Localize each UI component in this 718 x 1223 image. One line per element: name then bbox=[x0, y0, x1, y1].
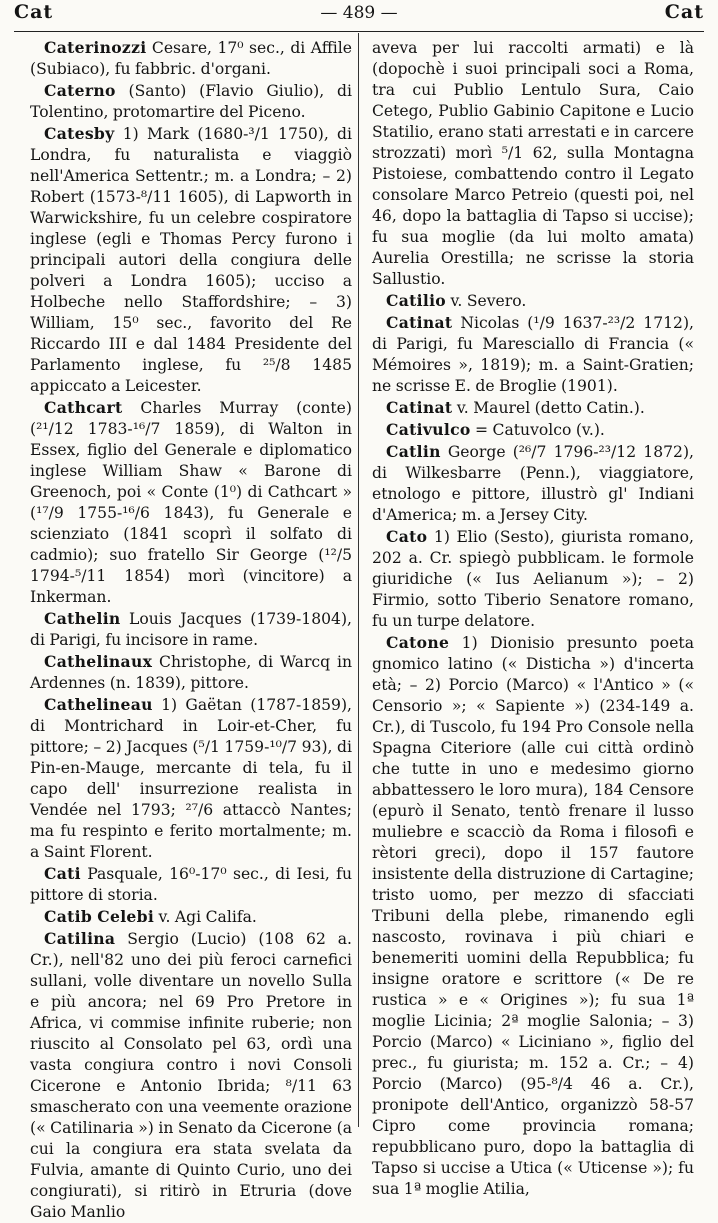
entry-text: v. Agi Califa. bbox=[154, 908, 257, 926]
entry-text: Charles Murray (conte) (²¹/12 1783-¹⁶/7 1859), di Walton in Essex, figlio del Generale e diplomatico inglese William Shaw « Barone di Greenoch, poi « Conte (1⁰) di Cathcart » (¹⁷/9 1755-¹⁶/6 1843), fu Generale e scienziato (1841 scoprì il solfato di cadmio); suo fratello Sir George (¹²/5 1794-⁵/11 1854) morì (vincitore) a Inkerman. bbox=[30, 399, 352, 606]
entry bbox=[372, 312, 694, 397]
entry-headword: Catone bbox=[386, 633, 450, 652]
entry-headword: Catlin bbox=[386, 442, 441, 461]
entry bbox=[30, 694, 352, 863]
entry-text: Louis Jacques (1739-1804), di Parigi, fu incisore in rame. bbox=[30, 610, 352, 649]
entry bbox=[30, 928, 352, 1223]
entry bbox=[30, 906, 352, 928]
entry bbox=[372, 397, 694, 419]
entry-text: 1) Elio (Sesto), giurista romano, 202 a. Cr. spiegò pubblicam. le formole giuridiche (« Ius Aelianum »); – 2) Firmio, sotto Tiberio Senatore romano, fu un turpe delatore. bbox=[372, 528, 694, 630]
entry-text: aveva per lui raccolti armati) e là (dopochè i suoi principali soci a Roma, tra cui Publio Lentulo Sura, Caio Cetego, Publio Gabinio Capitone e Lucio Statilio, erano stati arrestati e in carcere strozzati) morì ⁵/1 62, sulla Montagna Pistoiese, combattendo contro il Legato consolare Marco Petreio (questi poi, nel 46, dopo la battaglia di Tapso si uccise); fu sua moglie (da lui molto amata) Aurelia Orestilla; ne scrisse la storia Sallustio. bbox=[372, 39, 694, 288]
entry-continuation bbox=[372, 37, 694, 290]
entry-headword: Catilio bbox=[386, 291, 446, 310]
entry-headword: Catinat bbox=[386, 398, 453, 417]
entry bbox=[30, 863, 352, 906]
header-left-word: Cat bbox=[14, 1, 54, 23]
entry bbox=[372, 419, 694, 441]
entry-text: (Santo) (Flavio Giulio), di Tolentino, protomartire del Piceno. bbox=[30, 82, 352, 121]
entry-headword: Catesby bbox=[44, 124, 115, 143]
entry-headword: Catib Celebi bbox=[44, 907, 155, 926]
entry-text: v. Severo. bbox=[446, 292, 527, 310]
running-header bbox=[14, 1, 704, 29]
column-divider bbox=[358, 33, 359, 1127]
entry-text: Cesare, 17⁰ sec., di Affile (Subiaco), fu fabbric. d'organi. bbox=[30, 39, 352, 78]
entry-headword: Cato bbox=[386, 527, 428, 546]
entry-text: = Catuvolco (v.). bbox=[470, 421, 605, 439]
header-right-word: Cat bbox=[664, 1, 704, 23]
entry bbox=[372, 441, 694, 526]
left-column bbox=[30, 37, 352, 1223]
entry-text: Sergio (Lucio) (108 62 a. Cr.), nell'82 uno dei più feroci carnefici sullani, volle diventare un novello Sulla e più ancora; nel 69 Pro Pretore in Africa, vi commise infinite ruberie; non riuscito al Consolato pel 63, ordì una vasta congiura contro i novi Consoli Cicerone e Antonio Ibrida; ⁸/11 63 smascherato con una veemente orazione (« Catilinaria ») in Senato da Cicerone (a cui la congiura era stata svelata da Fulvia, amante di Quinto Curio, uno dei congiurati), si ritirò in Etruria (dove Gaio Manlio bbox=[30, 930, 352, 1221]
entry-headword: Cati bbox=[44, 864, 81, 883]
entry-headword: Cathcart bbox=[44, 398, 123, 417]
page-number: — 489 — bbox=[320, 3, 398, 23]
entry bbox=[30, 608, 352, 651]
entry-text: 1) Mark (1680-³/1 1750), di Londra, fu naturalista e viaggiò nell'America Settentr.; m. a Londra; – 2) Robert (1573-⁸/11 1605), di Lapworth in Warwickshire, fu un celebre cospiratore inglese (egli e Thomas Percy furono i principali autori della congiura delle polveri a Londra 1605); ucciso a Holbeche nello Staffordshire; – 3) William, 15⁰ sec., favorito del Re Riccardo III e dal 1484 Presidente del Parlamento inglese, fu ²⁵/8 1485 appiccato a Leicester. bbox=[30, 125, 352, 395]
entry bbox=[372, 290, 694, 312]
entry-headword: Cathelinaux bbox=[44, 652, 153, 671]
entry-headword: Cathelineau bbox=[44, 695, 153, 714]
entry bbox=[30, 651, 352, 694]
entry-headword: Cativulco bbox=[386, 420, 471, 439]
entry-text: 1) Gaëtan (1787-1859), di Montrichard in Loir-et-Cher, fu pittore; – 2) Jacques (⁵/1 1759-¹⁰/7 93), di Pin-en-Mauge, mercante di tela, fu il capo dell' insurrezione realista in Vendée nel 1793; ²⁷/6 attaccò Nantes; ma fu respinto e ferito mortalmente; m. a Saint Florent. bbox=[30, 696, 352, 861]
entry-headword: Caterinozzi bbox=[44, 38, 147, 57]
entry-headword: Caterno bbox=[44, 81, 116, 100]
entry-text: George (²⁶/7 1796-²³/12 1872), di Wilkesbarre (Penn.), viaggiatore, etnologo e pittore, illustrò gl' Indiani d'America; m. a Jersey City. bbox=[372, 443, 694, 524]
right-column bbox=[372, 37, 694, 1200]
entry bbox=[30, 397, 352, 608]
entry-text: 1) Dionisio presunto poeta gnomico latino (« Disticha ») d'incerta età; – 2) Porcio (Marco) « l'Antico » (« Censorio »; « Sapiente ») (234-149 a. Cr.), di Tuscolo, fu 194 Pro Console nella Spagna Citeriore (alle cui città ordinò che tutte in uno e medesimo giorno abbattessero le loro mura), 184 Censore (epurò il Senato, tentò frenare il lusso muliebre e scacciò da Roma i filosofi e rètori greci), dopo il 157 fautore insistente della distruzione di Cartagine; tristo uomo, per mezzo di sfacciati Tribuni della plebe, rimanendo egli nascosto, rovinava i più chiari e benemeriti uomini della Repubblica; fu insigne oratore e scrittore (« De re rustica » e « Origines »); fu sua 1ª moglie Licinia; 2ª moglie Salonia; – 3) Porcio (Marco) « Liciniano », figlio del prec., fu giurista; m. 152 a. Cr.; – 4) Porcio (Marco) (95-⁸/4 46 a. Cr.), pronipote dell'Antico, organizzò 58-57 Cipro come provincia romana; repubblicano puro, dopo la battaglia di Tapso si uccise a Utica (« Uticense »); fu sua 1ª moglie Atilia, bbox=[372, 634, 694, 1198]
entry-text: Pasquale, 16⁰-17⁰ sec., di Iesi, fu pittore di storia. bbox=[30, 865, 352, 904]
entry bbox=[30, 123, 352, 397]
header-rule bbox=[14, 31, 704, 32]
entry bbox=[372, 632, 694, 1200]
entry-headword: Catinat bbox=[386, 313, 453, 332]
entry-text: Nicolas (¹/9 1637-²³/2 1712), di Parigi, fu Maresciallo di Francia (« Mémoires », 1819); m. a Saint-Gratien; ne scrisse E. de Broglie (1901). bbox=[372, 314, 694, 395]
entry bbox=[372, 526, 694, 632]
entry-headword: Cathelin bbox=[44, 609, 121, 628]
entry bbox=[30, 37, 352, 80]
entry-text: Christophe, di Warcq in Ardennes (n. 1839), pittore. bbox=[30, 653, 352, 692]
entry bbox=[30, 80, 352, 123]
entry-text: v. Maurel (detto Catin.). bbox=[452, 399, 645, 417]
entry-headword: Catilina bbox=[44, 929, 116, 948]
